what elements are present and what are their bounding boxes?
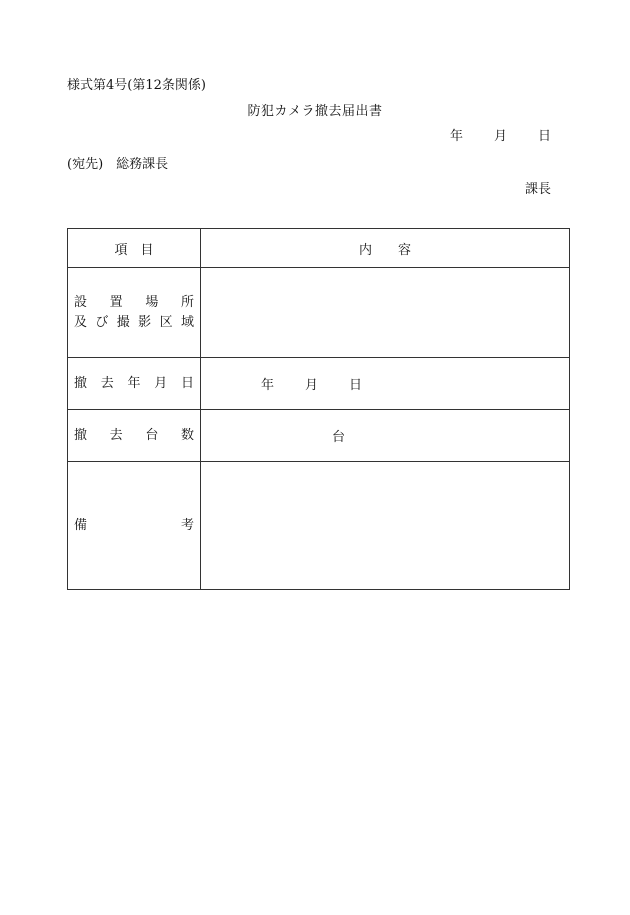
table-row (68, 358, 570, 410)
location-value[interactable] (201, 268, 570, 358)
table-header-row (68, 229, 570, 268)
table-row (68, 410, 570, 462)
header-content: 内 容 (201, 229, 570, 268)
removal-month-label: 月 (305, 378, 319, 393)
form-number: 様式第4号(第12条関係) (67, 78, 206, 93)
table-row (68, 268, 570, 358)
removal-year-label: 年 (261, 378, 275, 393)
form-table (67, 228, 570, 590)
date-year-label: 年 (449, 129, 463, 144)
addressee: (宛先) 総務課長 (67, 157, 169, 172)
submission-date (450, 130, 551, 143)
count-unit-label: 台 (332, 430, 346, 445)
removal-count-value[interactable] (201, 410, 570, 462)
removal-date-value[interactable] (201, 358, 570, 410)
document-title: 防犯カメラ撤去届出書 (247, 104, 383, 119)
removal-date-label: 撤 去 年 月 日 (68, 358, 201, 410)
date-month-label: 月 (493, 129, 507, 144)
remarks-label: 備 考 (68, 462, 201, 590)
table-row (68, 462, 570, 590)
date-day-label: 日 (537, 129, 551, 144)
removal-day-label: 日 (349, 378, 363, 393)
approver-title: 課長 (524, 182, 551, 197)
remarks-value[interactable] (201, 462, 570, 590)
location-label: 設 置 場 所 及 び 撮 影 区 域 (68, 268, 201, 358)
header-item: 項 目 (68, 229, 201, 268)
removal-count-label: 撤 去 台 数 (68, 410, 201, 462)
